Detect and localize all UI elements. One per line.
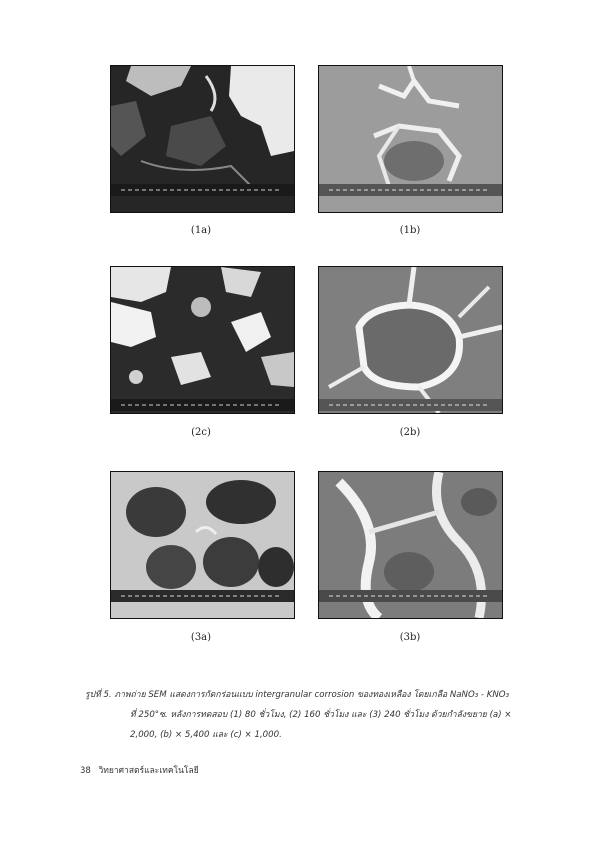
figure-label-3b: (3b)	[399, 632, 421, 643]
sem-image-1a	[110, 65, 295, 213]
page-footer	[80, 763, 199, 777]
figure-caption	[85, 685, 545, 745]
sem-image-3a	[110, 471, 295, 619]
figure-label-1a: (1a)	[190, 225, 212, 236]
caption-line-3: 2,000, (b) × 5,400 และ (c) × 1,000.	[130, 730, 282, 740]
sem-image-2c	[110, 266, 295, 414]
sem-image-2b	[318, 266, 503, 414]
caption-line-1: รูปที่ 5. ภาพถ่าย SEM แสดงการกัดกร่อนแบบ intergranular corrosion ของทองเหลือง โดยเกลือ NaNO₃ - KNO₃	[85, 690, 510, 700]
journal-name: วิทยาศาสตร์และเทคโนโลยี	[98, 766, 199, 776]
figure-label-2b: (2b)	[399, 427, 421, 438]
sem-image-1b	[318, 65, 503, 213]
figure-label-3a: (3a)	[190, 632, 212, 643]
caption-line-2: ที่ 250°ซ. หลังการทดสอบ (1) 80 ชั่วโมง, (2) 160 ชั่วโมง และ (3) 240 ชั่วโมง ด้วยกำลังขยาย (a) ×	[130, 710, 512, 720]
figure-label-2c: (2c)	[191, 427, 211, 438]
figure-label-1b: (1b)	[399, 225, 421, 236]
sem-image-3b	[318, 471, 503, 619]
page-number: 38	[80, 766, 91, 776]
